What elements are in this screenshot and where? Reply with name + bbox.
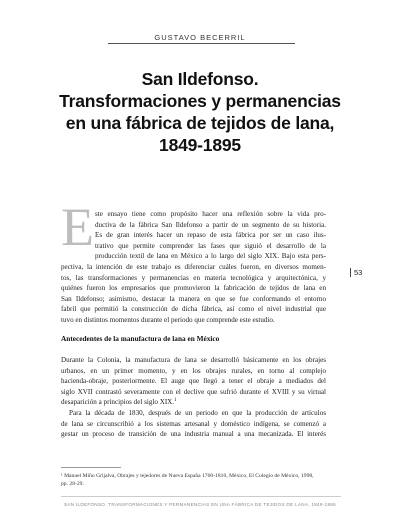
text-line: ste ensayo tiene como propósito hacer una reflexión sobre la vida pro- [95, 210, 326, 218]
footnote-line: ¹ Manuel Miño Grijalva, Obrajes y tejedores de Nueva España 1700-1810, México, El Colegio de México, 1998, [61, 473, 314, 479]
text-line: tuvo en distintos momentos durante el periodo que comprende este estudio. [61, 315, 275, 324]
text-line: ductiva de la fábrica San Ildefonso a partir de un segmento de su historia. [95, 220, 326, 229]
text-line: pectiva, la intención de este trabajo es diferenciar cuáles fueron, en diversos momen- [61, 262, 326, 271]
article-title [20, 68, 380, 156]
text-line: de lana se circunscribió a los sistemas artesanal y doméstico indígena, se comenzó a [61, 419, 326, 428]
text-line: fabril que permitió la construcción de dicha fábrica, así como el nivel industrial que [61, 305, 326, 314]
text-line: trativo que permite comprender las fases que siguió el desarrollo de la [95, 241, 326, 250]
text-line: hacienda-obraje, posteriormente. El auge que llegó a tener el obraje a mediados del [61, 377, 326, 386]
section-heading: Antecedentes de la manufactura de lana en México [61, 334, 220, 343]
text-line: quiénes fueron los empresarios que promovieron la fabricación de tejidos de lana en [61, 284, 326, 293]
footnote-rule [61, 467, 121, 468]
footer-rule [61, 496, 341, 497]
drop-cap: E [61, 197, 94, 257]
intro-paragraph [61, 209, 326, 326]
text-line: tos, las transformaciones y permanencias en materia tecnológica y arquitectónica, y [61, 273, 326, 282]
running-header-author: GUSTAVO BECERRIL [154, 33, 246, 42]
text-line: producción textil de lana en México a lo largo del siglo XIX. Bajo esta pers- [95, 252, 326, 261]
section-paragraph [61, 355, 326, 440]
text-line: gestar un proceso de transición de una industria manual a una mecanizada. El interés [61, 430, 326, 439]
page-number: 53 [350, 268, 362, 277]
title-line: 1849-1895 [159, 135, 241, 155]
text-line-content: desaparición a principios del siglo XIX. [61, 398, 175, 407]
text-line: urbanos, en un primer momento, y en los obrajes rurales, en torno al complejo [61, 366, 326, 375]
text-line: San Ildefonso; asimismo, destacar la manera en que se fue conformando el entorno [61, 294, 326, 303]
footnote-line: pp. 28-29. [61, 481, 84, 487]
title-line: San Ildefonso. [141, 69, 259, 89]
footnote [61, 472, 326, 488]
text-line: Durante la Colonia, la manufactura de lana se desarrolló básicamente en los obrajes [61, 356, 326, 364]
text-line: Es de gran interés hacer un repaso de esta fábrica por ser un caso ilus- [95, 231, 326, 240]
header-rule [108, 43, 295, 44]
text-line: siglo XVII contrastó severamente con el declive que sufrió durante el XVIII y su virtual [61, 387, 326, 396]
text-line [61, 397, 326, 408]
running-footer: SAN ILDEFONSO. TRANSFORMACIONES Y PERMANENCIAS EN UNA FÁBRICA DE TEJIDOS DE LANA, 1849-1895 [63, 502, 337, 507]
text-line: Para la década de 1830, después de un periodo en que la producción de artículos [69, 408, 326, 417]
footnote-reference[interactable]: 1 [174, 398, 177, 404]
title-line: Transformaciones y permanencias [59, 91, 341, 111]
title-line: en una fábrica de tejidos de lana, [65, 113, 335, 133]
